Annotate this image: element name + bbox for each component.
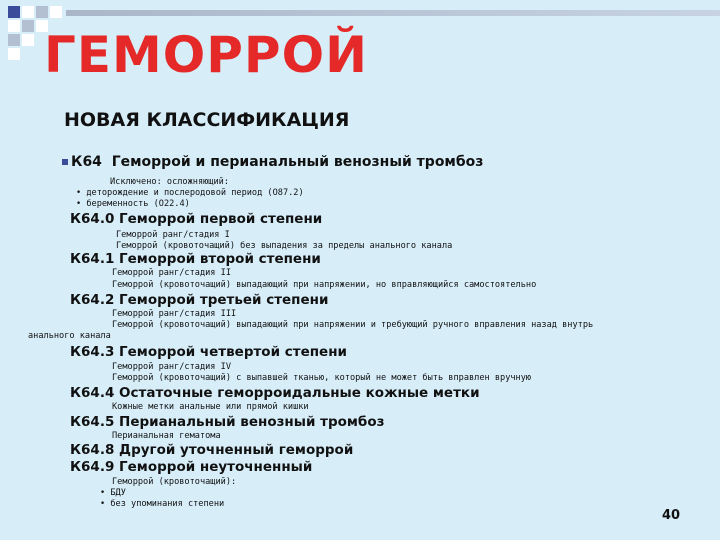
exclusion-line: Исключено: осложняющий: <box>110 177 229 187</box>
item-code: К64.4 <box>70 385 115 401</box>
item-note: Геморрой ранг/стадия III <box>112 309 237 319</box>
item-note: Геморрой (кровоточащий): <box>112 477 237 487</box>
item-note: Геморрой (кровоточащий) с выпавшей тканью, который не может быть вправлен вручную <box>112 373 532 383</box>
item-text: Геморрой первой степени <box>119 211 323 227</box>
item-text: Геморрой неуточненный <box>119 459 313 475</box>
classification-item <box>70 292 328 308</box>
item-note: Геморрой ранг/стадия I <box>116 230 230 240</box>
item-code: К64.0 <box>70 211 115 227</box>
deco-square-white <box>8 48 20 60</box>
item-note: Перианальная гематома <box>112 431 221 441</box>
classification-item <box>70 414 384 430</box>
item-note: Геморрой ранг/стадия IV <box>112 362 231 372</box>
page-title: ГЕМОРРОЙ <box>44 26 368 84</box>
deco-square-white <box>8 20 20 32</box>
item-text: Геморрой четвертой степени <box>119 344 347 360</box>
item-code: К64.2 <box>70 292 115 308</box>
classification-item <box>70 211 322 227</box>
classification-item <box>70 251 321 267</box>
item-text: Остаточные геморроидальные кожные метки <box>119 385 480 401</box>
item-note: Геморрой (кровоточащий) без выпадения за пределы анального канала <box>116 241 453 251</box>
deco-square-white <box>22 6 34 18</box>
item-text: Перианальный венозный тромбоз <box>119 414 385 430</box>
item-text: Геморрой третьей степени <box>119 292 329 308</box>
classification-item <box>70 459 312 475</box>
classification-item <box>70 344 347 360</box>
exclusion-line: • деторождение и послеродовой период (O87.2) <box>76 188 304 198</box>
deco-square-light <box>8 34 20 46</box>
deco-square-white <box>22 34 34 46</box>
page-number: 40 <box>662 508 681 523</box>
main-heading-text: Геморрой и перианальный венозный тромбоз <box>111 154 484 170</box>
item-note: • без упоминания степени <box>100 499 225 509</box>
deco-square-dark <box>8 6 20 18</box>
main-heading-code: К64 <box>71 154 102 170</box>
item-text: Геморрой второй степени <box>119 251 321 267</box>
item-note: анального канала <box>28 331 111 341</box>
item-code: К64.5 <box>70 414 115 430</box>
item-code: К64.8 <box>70 442 115 458</box>
item-text: Другой уточненный геморрой <box>119 442 354 458</box>
item-note: • БДУ <box>100 488 126 498</box>
classification-item <box>70 442 353 458</box>
square-bullet-icon <box>62 159 68 165</box>
item-code: К64.1 <box>70 251 115 267</box>
item-note: Геморрой (кровоточащий) выпадающий при напряжении и требующий ручного вправления назад внутрь <box>112 320 594 330</box>
item-note: Геморрой ранг/стадия II <box>112 268 231 278</box>
deco-square-light <box>36 6 48 18</box>
header-rule <box>66 10 720 16</box>
item-code: К64.9 <box>70 459 115 475</box>
exclusion-line: • беременность (O22.4) <box>76 199 190 209</box>
item-code: К64.3 <box>70 344 115 360</box>
page-subtitle: НОВАЯ КЛАССИФИКАЦИЯ <box>64 109 350 131</box>
item-note: Геморрой (кровоточащий) выпадающий при напряжении, но вправляющийся самостоятельно <box>112 280 537 290</box>
item-note: Кожные метки анальные или прямой кишки <box>112 402 309 412</box>
classification-item <box>70 385 480 401</box>
deco-square-light <box>22 20 34 32</box>
deco-square-white <box>50 6 62 18</box>
main-heading <box>62 154 483 170</box>
